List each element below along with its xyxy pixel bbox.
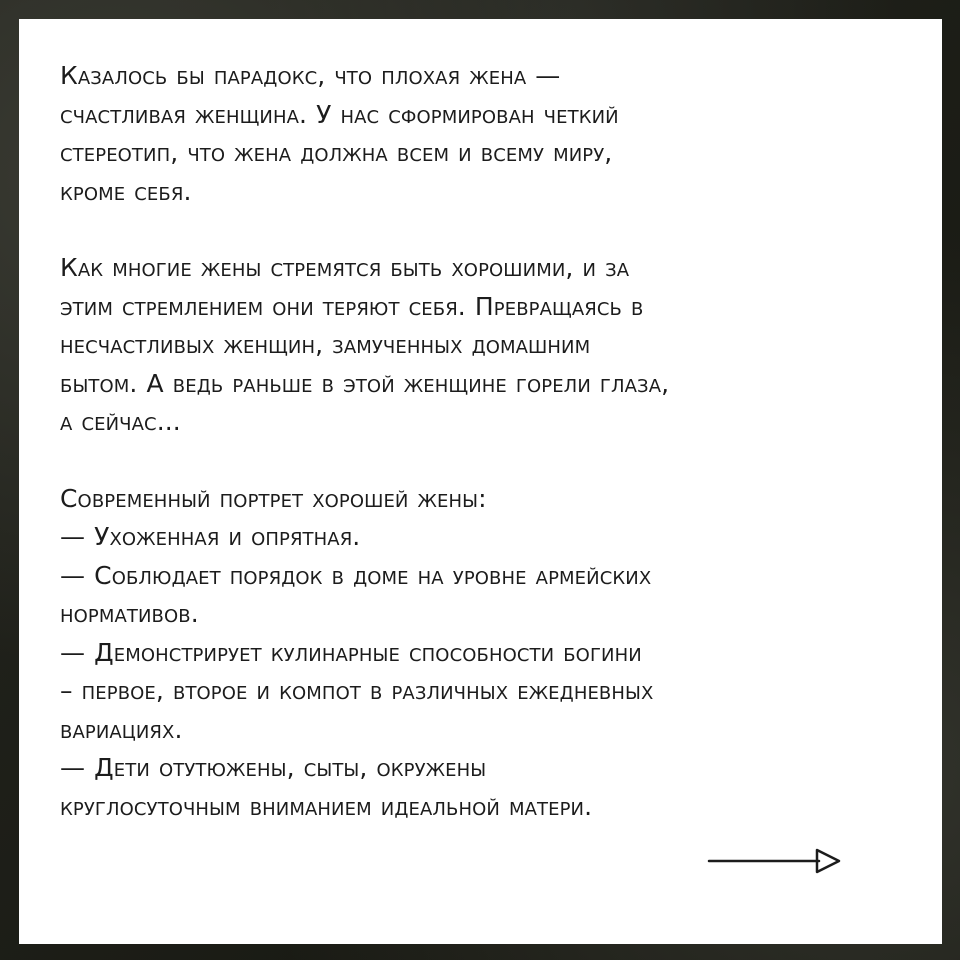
paragraph-wives [60, 249, 912, 442]
list-item-continuation: вариациях. [60, 714, 183, 744]
paragraph-spacer [60, 442, 912, 480]
text-line: Казалось бы парадокс, что плохая жена — [60, 61, 561, 90]
text-card [19, 19, 942, 944]
text-line: стереотип, что жена должна всем и всему миру, [60, 138, 613, 167]
text-line: счастливая женщина. У нас сформирован четкий [60, 99, 619, 129]
list-item-continuation: нормативов. [60, 599, 199, 628]
paragraph-portrait [60, 480, 912, 827]
list-item: — Демонстрирует кулинарные способности богини [60, 637, 642, 667]
list-item-continuation: – первое, второе и компот в различных ежедневных [60, 676, 654, 705]
arrow-right-icon [707, 845, 843, 875]
text-line: этим стремлением они теряют себя. Превращаясь в [60, 291, 644, 321]
text-line: Как многие жены стремятся быть хорошими, и за [60, 253, 630, 282]
list-item: — Ухоженная и опрятная. [60, 522, 361, 551]
text-line: бытом. А ведь раньше в этой женщине горели глаза, [60, 368, 670, 398]
paragraph-intro [60, 57, 912, 211]
list-item: — Дети отутюжены, сыты, окружены [60, 753, 487, 782]
text-line: несчастливых женщин, замученных домашним [60, 330, 591, 359]
text-line: а сейчас... [60, 407, 181, 436]
list-item: — Соблюдает порядок в доме на уровне армейских [60, 560, 652, 590]
list-item-continuation: круглосуточным вниманием идеальной матери. [60, 791, 593, 821]
paragraph-spacer [60, 211, 912, 249]
list-heading: Современный портрет хорошей жены: [60, 483, 487, 513]
text-line: кроме себя. [60, 176, 192, 206]
